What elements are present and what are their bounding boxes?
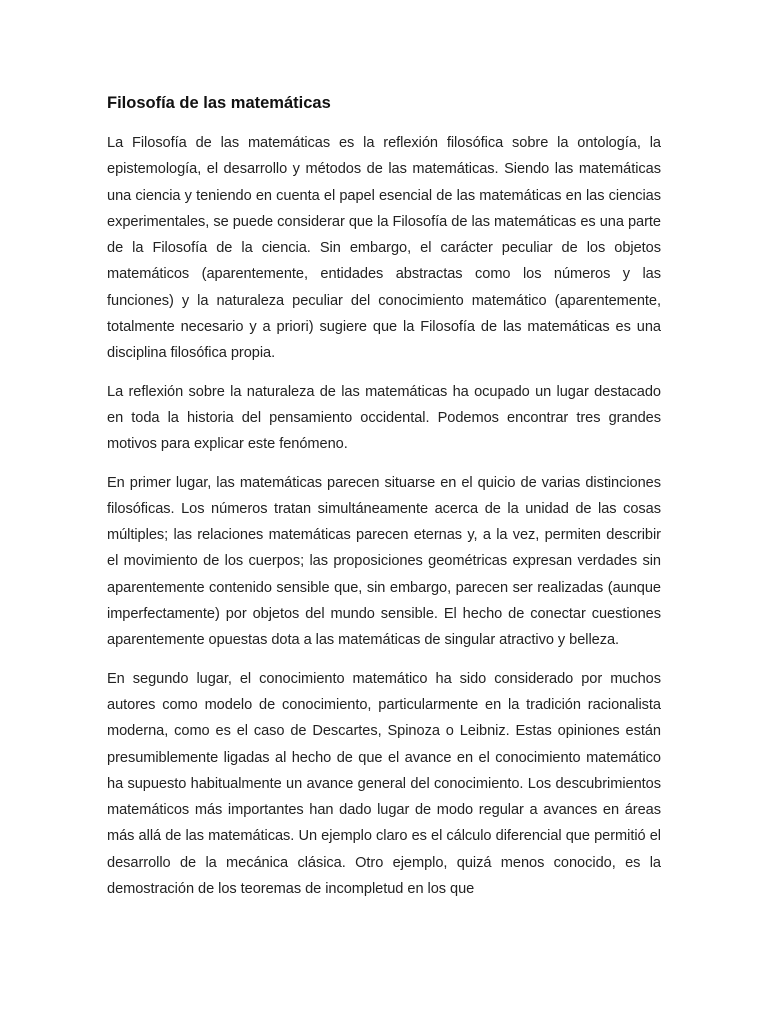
paragraph-3: En primer lugar, las matemáticas parecen situarse en el quicio de varias distinciones filosóficas. Los números tratan simultáneamente acerca de la unidad de las cosas múltiples; las relaciones matemáticas parecen eternas y, a la vez, permiten describir el movimiento de los cuerpos; las proposiciones geométricas expresan verdades sin aparentemente contenido sensible que, sin embargo, parecen ser realizadas (aunque imperfectamente) por objetos del mundo sensible. El hecho de conectar cuestiones aparentemente opuestas dota a las matemáticas de singular atractivo y belleza.: [107, 474, 661, 649]
paragraph-4: En segundo lugar, el conocimiento matemático ha sido considerado por muchos autores como modelo de conocimiento, particularmente en la tradición racionalista moderna, como es el caso de Descartes, Spinoza o Leibniz. Estas opiniones están presumiblemente ligadas al hecho de que el avance en el conocimiento matemático ha supuesto habitualmente un avance general del conocimiento. Los descubrimientos matemáticos más importantes han dado lugar de modo regular a avances en áreas más allá de las matemáticas. Un ejemplo claro es el cálculo diferencial que permitió el desarrollo de la mecánica clásica. Otro ejemplo, quizá menos conocido, es la demostración de los teoremas de incompletud en los que: [107, 670, 661, 898]
document-title: Filosofía de las matemáticas: [107, 94, 331, 112]
paragraph-2: La reflexión sobre la naturaleza de las matemáticas ha ocupado un lugar destacado en toda la historia del pensamiento occidental. Podemos encontrar tres grandes motivos para explicar este fenómeno.: [107, 383, 661, 453]
paragraph-1: La Filosofía de las matemáticas es la reflexión filosófica sobre la ontología, la epistemología, el desarrollo y métodos de las matemáticas. Siendo las matemáticas una ciencia y teniendo en cuenta el papel esencial de las matemáticas en las ciencias experimentales, se puede considerar que la Filosofía de las matemáticas es una parte de la Filosofía de la ciencia. Sin embargo, el carácter peculiar de los objetos matemáticos (aparentemente, entidades abstractas como los números y las funciones) y la naturaleza peculiar del conocimiento matemático (aparentemente, totalmente necesario y a priori) sugiere que la Filosofía de las matemáticas es una disciplina filosófica propia.: [107, 135, 661, 362]
document-page: [107, 92, 661, 902]
